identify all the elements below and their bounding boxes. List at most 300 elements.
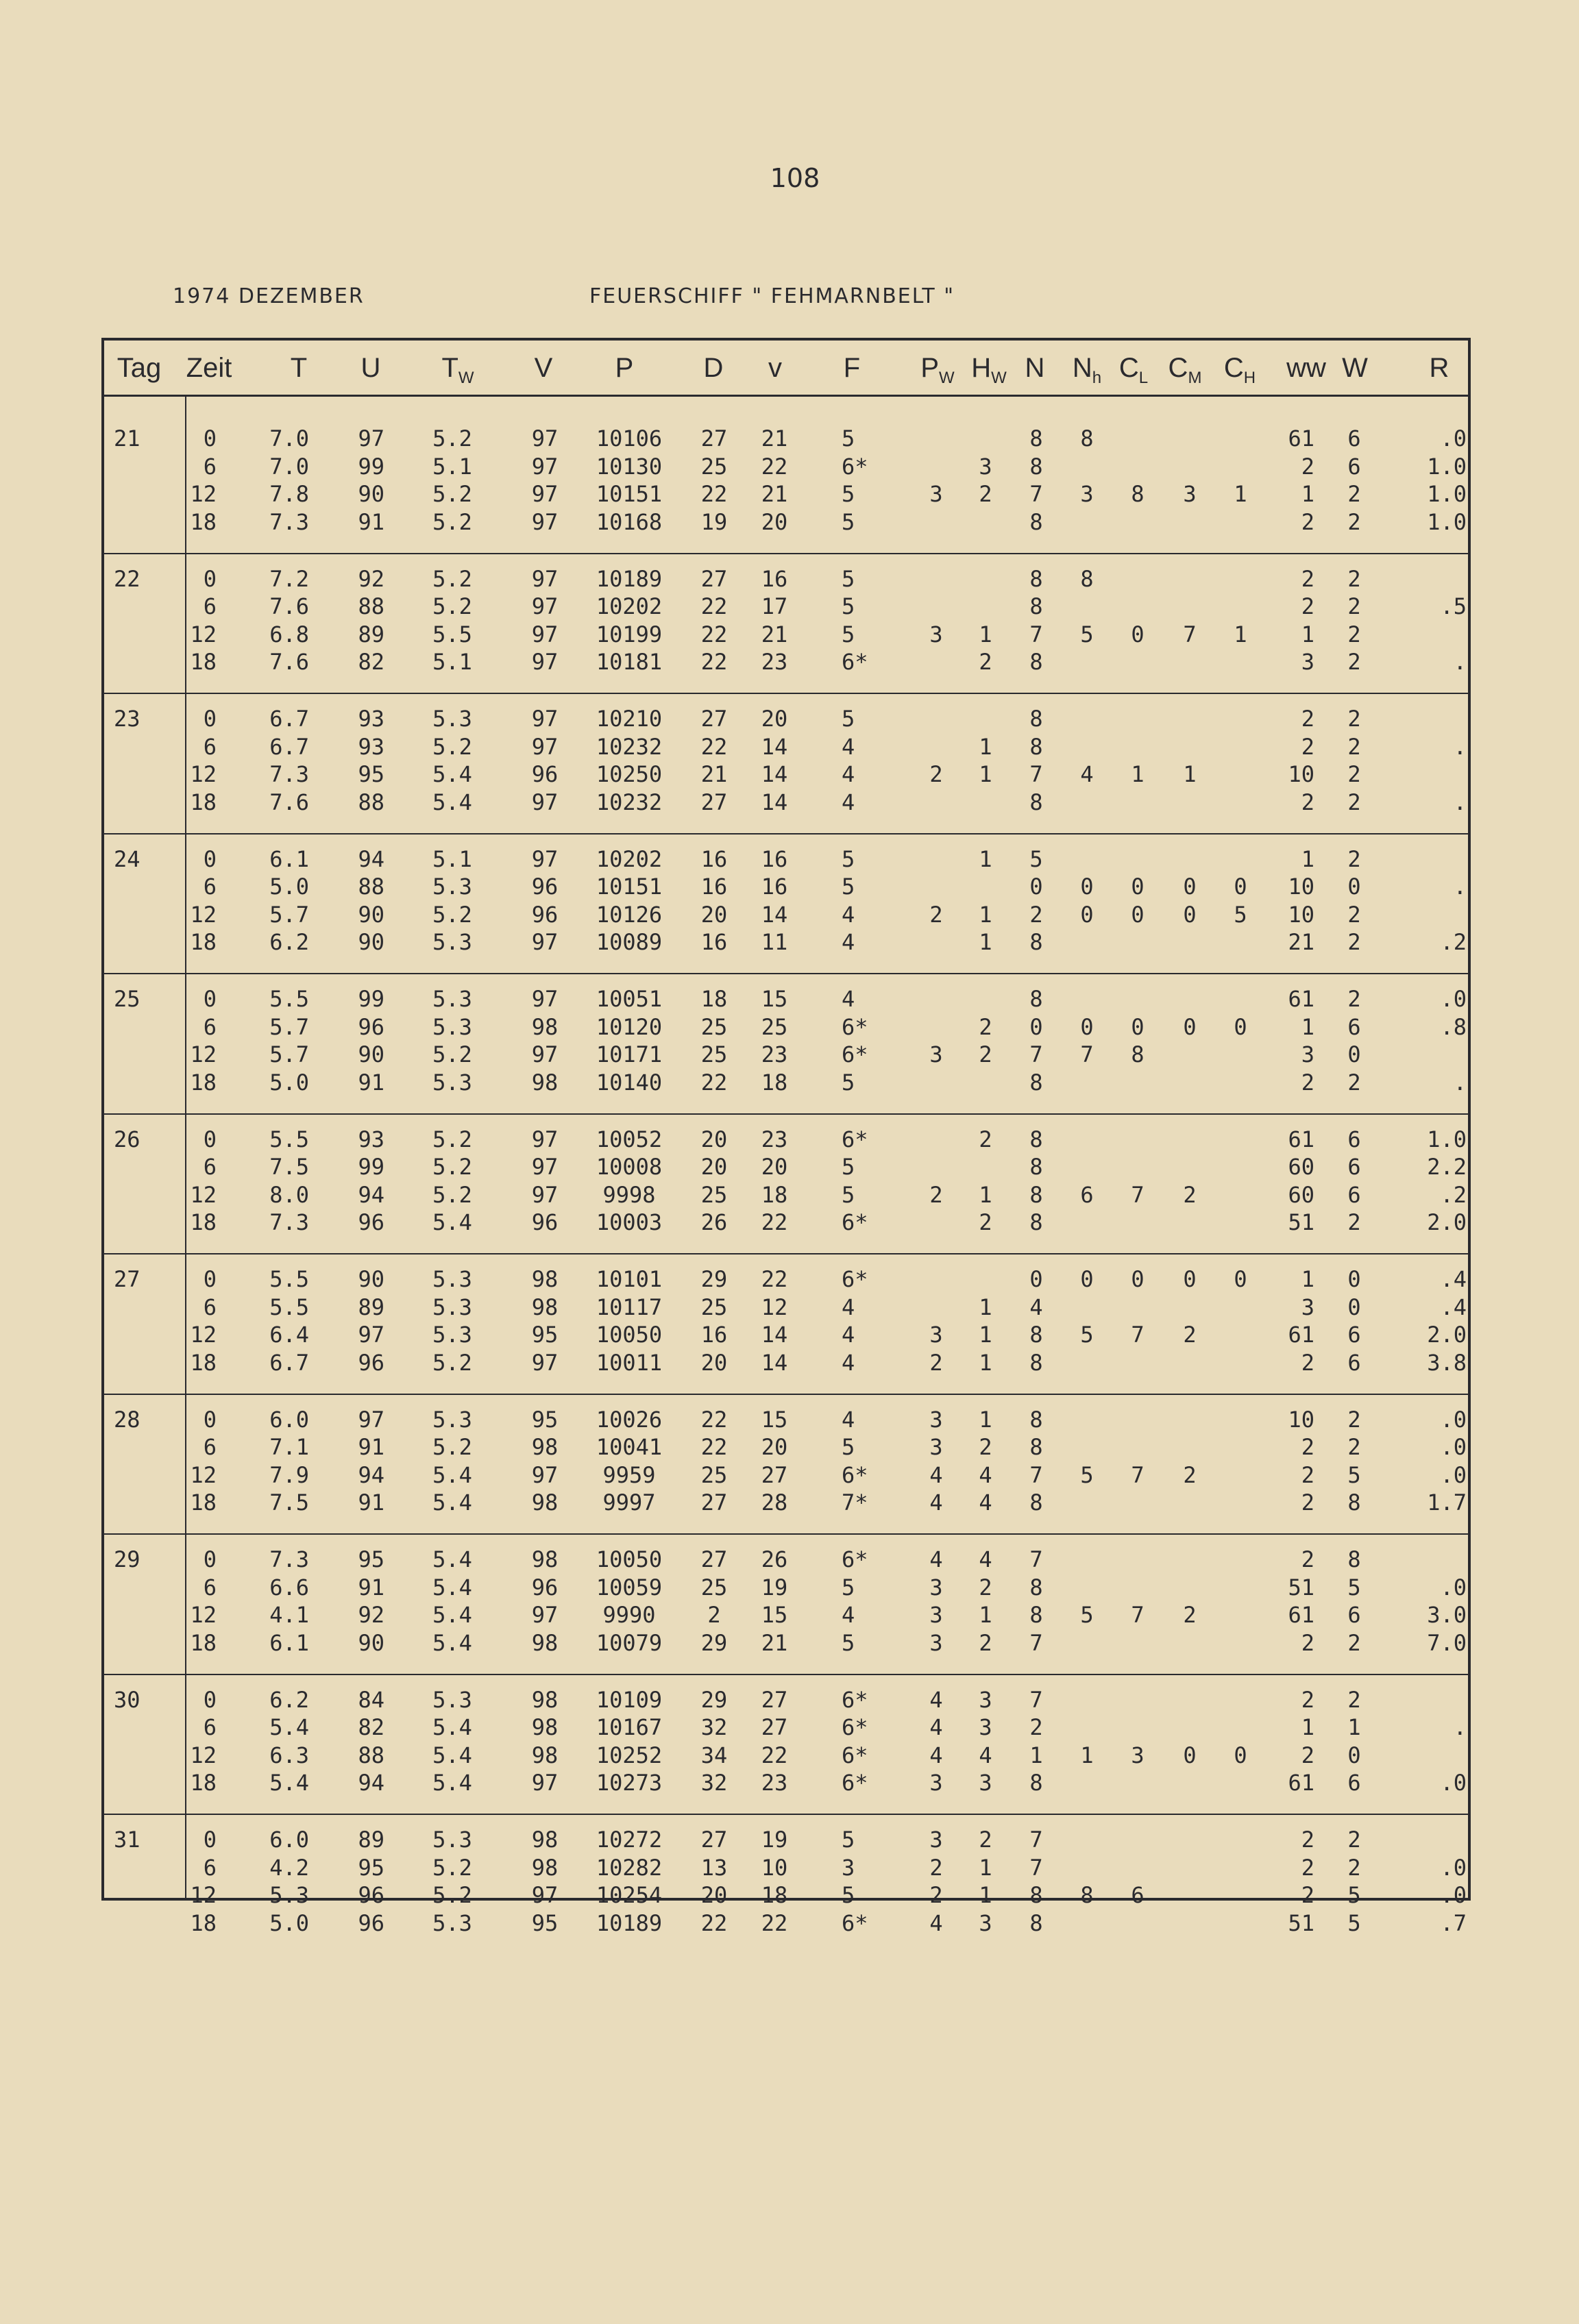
table-cell: 23 [761, 1126, 788, 1152]
table-cell: 5.3 [432, 1069, 472, 1096]
table-cell: 25 [761, 1013, 788, 1040]
table-cell: 0 [1080, 1013, 1094, 1040]
table-cell: 6 [1347, 425, 1361, 452]
table-cell: 5 [842, 1629, 855, 1656]
table-cell: 7 [1029, 1041, 1043, 1067]
table-cell: .0 [1440, 1434, 1467, 1460]
table-cell: 4 [979, 1489, 992, 1516]
table-cell: 18 [190, 1209, 217, 1235]
table-cell: 94 [358, 845, 384, 872]
column-header: $C_L$ [1118, 353, 1149, 387]
table-cell: 2 [1301, 1742, 1314, 1768]
table-cell: 12 [190, 481, 217, 507]
table-cell: 2 [1347, 1406, 1361, 1433]
table-cell: 10232 [596, 789, 663, 815]
table-cell: 0 [203, 986, 217, 1012]
table-cell: 2 [1347, 1629, 1361, 1656]
table-cell: 5 [842, 481, 855, 507]
table-cell: 27 [700, 565, 728, 592]
day-separator [104, 1253, 1468, 1254]
table-cell: 27 [761, 1686, 788, 1713]
table-cell: 10106 [596, 425, 663, 452]
table-cell: 97 [531, 1181, 559, 1208]
column-header: R [1429, 353, 1449, 383]
table-cell: 2 [1183, 1461, 1197, 1488]
table-cell: 8.0 [269, 1181, 309, 1208]
table-cell: 61 [1288, 1602, 1314, 1628]
table-cell: 11 [761, 929, 788, 955]
table-cell: 6 [1347, 453, 1361, 480]
table-cell: 1 [979, 901, 992, 928]
table-cell: 96 [358, 1349, 384, 1376]
table-cell: 22 [700, 1069, 728, 1096]
table-cell: 25 [700, 1574, 728, 1600]
table-cell: 18 [190, 929, 217, 955]
table-cell: .0 [1440, 986, 1467, 1012]
table-cell: 2 [1301, 1349, 1314, 1376]
table-cell: 22 [700, 593, 728, 619]
table-cell: 4 [842, 1406, 855, 1433]
table-cell: 5 [842, 1827, 855, 1853]
table-cell: 16 [761, 565, 788, 592]
column-header: ww [1286, 353, 1326, 383]
column-header: W [1342, 353, 1368, 383]
table-cell: 3.8 [1427, 1349, 1467, 1376]
table-cell: 2 [1183, 1322, 1197, 1348]
table-cell: 7 [1080, 1041, 1094, 1067]
table-cell: 97 [531, 1461, 559, 1488]
table-cell: 99 [358, 453, 384, 480]
table-cell: 1 [1301, 1714, 1314, 1740]
table-cell: 5 [842, 593, 855, 619]
table-cell: 97 [531, 929, 559, 955]
table-cell: 5 [1347, 1574, 1361, 1600]
table-cell: 2 [929, 1181, 943, 1208]
table-cell: 6 [203, 1434, 217, 1460]
table-cell: 25 [700, 1461, 728, 1488]
table-cell: 10272 [596, 1827, 663, 1853]
table-cell: 7.3 [269, 1546, 309, 1572]
table-cell: 4 [979, 1742, 992, 1768]
table-cell: 97 [358, 425, 384, 452]
day-label: 21 [114, 425, 140, 452]
table-cell: 2 [1301, 1069, 1314, 1096]
table-cell: .0 [1440, 1461, 1467, 1488]
table-cell: 2 [1347, 761, 1361, 787]
table-cell: 20 [761, 1434, 788, 1460]
table-cell: 98 [531, 1742, 559, 1768]
table-cell: 6 [1347, 1181, 1361, 1208]
table-cell: 32 [700, 1714, 728, 1740]
table-cell: 97 [531, 649, 559, 675]
table-cell: 96 [531, 1209, 559, 1235]
table-cell: 5.2 [432, 425, 472, 452]
table-cell: 61 [1288, 1770, 1314, 1796]
table-cell: 8 [1029, 789, 1043, 815]
table-cell: 0 [1183, 874, 1197, 900]
table-cell: 5.4 [432, 1602, 472, 1628]
table-cell: 18 [190, 1770, 217, 1796]
table-cell: 23 [761, 649, 788, 675]
table-cell: 1 [1301, 845, 1314, 872]
table-cell: 19 [761, 1827, 788, 1853]
table-cell: 27 [700, 1827, 728, 1853]
table-cell: 16 [761, 845, 788, 872]
table-cell: 8 [1029, 593, 1043, 619]
table-cell: 2 [929, 901, 943, 928]
table-cell: 2 [979, 1209, 992, 1235]
table-cell: 97 [531, 593, 559, 619]
table-cell: 10202 [596, 845, 663, 872]
table-cell: 5 [1080, 1602, 1094, 1628]
table-cell: 4 [929, 1489, 943, 1516]
table-cell: 8 [1029, 986, 1043, 1012]
table-cell: 5.3 [432, 1322, 472, 1348]
table-cell: 2.0 [1427, 1322, 1467, 1348]
table-cell: 10130 [596, 453, 663, 480]
table-cell: . [1453, 789, 1467, 815]
table-cell: 6.0 [269, 1827, 309, 1853]
table-cell: 98 [531, 1714, 559, 1740]
table-cell: 12 [190, 1041, 217, 1067]
day-separator [104, 973, 1468, 974]
table-cell: 0 [1347, 1742, 1361, 1768]
table-cell: 7.3 [269, 761, 309, 787]
table-cell: 91 [358, 1574, 384, 1600]
table-cell: 29 [700, 1629, 728, 1656]
table-cell: 21 [761, 1629, 788, 1656]
table-cell: 5.0 [269, 1909, 309, 1936]
header-date: 1974 DEZEMBER [173, 284, 365, 308]
table-cell: 5.2 [432, 565, 472, 592]
table-cell: 97 [531, 789, 559, 815]
table-cell: 26 [761, 1546, 788, 1572]
table-cell: 0 [1131, 1266, 1145, 1292]
table-cell: 3 [929, 1434, 943, 1460]
table-cell: 3 [1080, 481, 1094, 507]
table-cell: 7.3 [269, 508, 309, 535]
table-cell: 1 [1029, 1742, 1043, 1768]
table-cell: 10011 [596, 1349, 663, 1376]
table-cell: 2 [1347, 565, 1361, 592]
table-cell: 98 [531, 1266, 559, 1292]
table-cell: 5 [1080, 621, 1094, 647]
table-cell: 2 [1347, 789, 1361, 815]
table-cell: 5.4 [432, 1461, 472, 1488]
table-cell: 88 [358, 789, 384, 815]
table-cell: 20 [700, 1126, 728, 1152]
table-cell: 3 [929, 481, 943, 507]
table-cell: 5.7 [269, 901, 309, 928]
table-cell: 12 [190, 1602, 217, 1628]
table-cell: 10126 [596, 901, 663, 928]
table-cell: 5 [1029, 845, 1043, 872]
table-cell: 4 [929, 1461, 943, 1488]
table-cell: 89 [358, 1827, 384, 1853]
table-cell: 97 [531, 1882, 559, 1908]
table-cell: 12 [761, 1294, 788, 1320]
table-cell: 5.4 [432, 1770, 472, 1796]
table-cell: 0 [1347, 1294, 1361, 1320]
table-cell: 6* [842, 1770, 868, 1796]
day-label: 22 [114, 565, 140, 592]
table-cell: 0 [1080, 874, 1094, 900]
table-cell: 6 [1347, 1770, 1361, 1796]
table-cell: 8 [1029, 649, 1043, 675]
table-cell: 23 [761, 1041, 788, 1067]
table-cell: 6 [203, 593, 217, 619]
table-cell: 4 [842, 1294, 855, 1320]
table-cell: 32 [700, 1770, 728, 1796]
table-cell: 8 [1029, 1322, 1043, 1348]
table-cell: 7 [1029, 1629, 1043, 1656]
table-cell: 95 [531, 1322, 559, 1348]
table-cell: . [1453, 1069, 1467, 1096]
table-cell: 6 [1131, 1882, 1145, 1908]
table-cell: 18 [190, 1489, 217, 1516]
table-cell: 1.0 [1427, 453, 1467, 480]
table-cell: 98 [531, 1434, 559, 1460]
table-cell: 5.4 [432, 761, 472, 787]
table-cell: 5.3 [432, 1266, 472, 1292]
table-cell: 6* [842, 453, 868, 480]
table-cell: 18 [190, 1349, 217, 1376]
table-cell: 4 [1080, 761, 1094, 787]
table-cell: 88 [358, 593, 384, 619]
day-label: 30 [114, 1686, 140, 1713]
table-cell: 1 [979, 1294, 992, 1320]
table-cell: 10171 [596, 1041, 663, 1067]
table-cell: 22 [761, 1742, 788, 1768]
table-cell: 0 [203, 425, 217, 452]
table-cell: 12 [190, 1882, 217, 1908]
table-cell: 94 [358, 1770, 384, 1796]
table-cell: 93 [358, 1126, 384, 1152]
table-cell: 4 [842, 986, 855, 1012]
table-cell: 10151 [596, 481, 663, 507]
column-headers [104, 341, 1468, 397]
table-cell: 3 [1183, 481, 1197, 507]
table-cell: 18 [190, 508, 217, 535]
table-cell: 2 [1347, 1434, 1361, 1460]
table-cell: 61 [1288, 1126, 1314, 1152]
table-cell: 27 [700, 789, 728, 815]
table-cell: 20 [761, 706, 788, 732]
table-cell: 2 [1301, 1434, 1314, 1460]
table-cell: 98 [531, 1489, 559, 1516]
table-cell: 7 [1131, 1322, 1145, 1348]
table-cell: 5 [842, 1574, 855, 1600]
table-cell: 10232 [596, 733, 663, 760]
table-cell: 5.2 [432, 1349, 472, 1376]
table-cell: 20 [761, 1154, 788, 1180]
table-cell: 10140 [596, 1069, 663, 1096]
table-cell: 2 [979, 1041, 992, 1067]
table-cell: 2 [1347, 508, 1361, 535]
table-cell: 91 [358, 508, 384, 535]
table-cell: 2 [1301, 706, 1314, 732]
table-cell: 97 [531, 481, 559, 507]
table-cell: 0 [1234, 1266, 1247, 1292]
table-cell: 13 [700, 1854, 728, 1881]
table-cell: 4 [842, 789, 855, 815]
table-cell: 10050 [596, 1546, 663, 1572]
table-cell: 22 [761, 1909, 788, 1936]
table-cell: 6* [842, 1461, 868, 1488]
table-cell: .0 [1440, 1406, 1467, 1433]
day-label: 29 [114, 1546, 140, 1572]
table-cell: 1 [979, 845, 992, 872]
table-cell: 7.0 [1427, 1629, 1467, 1656]
table-cell: 6 [203, 453, 217, 480]
table-cell: 1.0 [1427, 508, 1467, 535]
table-cell: 21 [700, 761, 728, 787]
table-cell: 1.0 [1427, 1126, 1467, 1152]
table-cell: 6.0 [269, 1406, 309, 1433]
table-cell: 88 [358, 1742, 384, 1768]
table-cell: 1 [979, 1882, 992, 1908]
table-cell: 1 [1301, 1266, 1314, 1292]
table-cell: 2.0 [1427, 1209, 1467, 1235]
table-cell: 97 [531, 845, 559, 872]
table-cell: 10120 [596, 1013, 663, 1040]
table-cell: .8 [1440, 1013, 1467, 1040]
column-header: P [615, 353, 634, 383]
table-cell: 2 [1347, 845, 1361, 872]
table-cell: 5.2 [432, 593, 472, 619]
table-cell: 5 [842, 565, 855, 592]
table-cell: 97 [531, 453, 559, 480]
table-cell: 18 [190, 789, 217, 815]
table-cell: 18 [190, 1909, 217, 1936]
column-header: N [1025, 353, 1045, 383]
table-cell: 15 [761, 986, 788, 1012]
table-cell: 8 [1080, 1882, 1094, 1908]
table-cell: 6 [203, 1013, 217, 1040]
table-cell: 18 [190, 1069, 217, 1096]
table-cell: 2 [1029, 1714, 1043, 1740]
table-cell: 4 [979, 1546, 992, 1572]
table-cell: 4 [842, 761, 855, 787]
table-cell: 10254 [596, 1882, 663, 1908]
table-cell: 4 [929, 1686, 943, 1713]
table-cell: 0 [1183, 1742, 1197, 1768]
table-cell: 22 [700, 733, 728, 760]
table-cell: 22 [700, 1909, 728, 1936]
table-cell: 21 [1288, 929, 1314, 955]
table-cell: 3 [929, 1041, 943, 1067]
day-separator [104, 1533, 1468, 1535]
table-cell: 2 [1347, 986, 1361, 1012]
table-cell: 3 [979, 1909, 992, 1936]
table-cell: 27 [700, 425, 728, 452]
table-cell: 3 [929, 1574, 943, 1600]
table-cell: 5 [842, 874, 855, 900]
table-cell: 7.3 [269, 1209, 309, 1235]
table-cell: 95 [531, 1406, 559, 1433]
table-cell: 3 [1301, 649, 1314, 675]
table-cell: 4 [929, 1742, 943, 1768]
table-cell: 98 [531, 1686, 559, 1713]
table-cell: 7.5 [269, 1154, 309, 1180]
table-cell: 6.7 [269, 1349, 309, 1376]
table-cell: 98 [531, 1629, 559, 1656]
column-header: $C_M$ [1168, 353, 1202, 387]
table-cell: 3 [929, 1827, 943, 1853]
table-cell: 2 [1301, 508, 1314, 535]
table-cell: 6 [203, 874, 217, 900]
table-cell: 2 [1347, 621, 1361, 647]
day-label: 23 [114, 706, 140, 732]
table-cell: 27 [700, 706, 728, 732]
table-cell: 16 [761, 874, 788, 900]
table-cell: 95 [358, 1546, 384, 1572]
table-cell: 2 [979, 649, 992, 675]
table-cell: 7.6 [269, 649, 309, 675]
table-cell: 8 [1029, 565, 1043, 592]
table-cell: 7 [1029, 1854, 1043, 1881]
table-cell: . [1453, 1714, 1467, 1740]
table-cell: 7.5 [269, 1489, 309, 1516]
table-cell: 4 [929, 1909, 943, 1936]
day-label: 24 [114, 845, 140, 872]
table-cell: 2 [979, 1574, 992, 1600]
table-cell: 51 [1288, 1574, 1314, 1600]
table-cell: 14 [761, 901, 788, 928]
table-cell: 3 [979, 1686, 992, 1713]
table-cell: 10189 [596, 1909, 663, 1936]
table-cell: 10 [1288, 1406, 1314, 1433]
table-cell: 6* [842, 1909, 868, 1936]
table-cell: 7 [1131, 1181, 1145, 1208]
table-cell: 10003 [596, 1209, 663, 1235]
table-cell: 7* [842, 1489, 868, 1516]
table-cell: 2 [1347, 929, 1361, 955]
table-cell: 3 [1301, 1294, 1314, 1320]
table-cell: 6 [203, 733, 217, 760]
table-cell: 22 [700, 1406, 728, 1433]
table-cell: 10199 [596, 621, 663, 647]
table-cell: 10273 [596, 1770, 663, 1796]
table-cell: 61 [1288, 986, 1314, 1012]
table-cell: 12 [190, 1322, 217, 1348]
table-cell: 0 [1131, 874, 1145, 900]
table-cell: 7.0 [269, 425, 309, 452]
table-cell: 2 [979, 1827, 992, 1853]
table-cell: 2 [979, 1013, 992, 1040]
table-cell: 12 [190, 901, 217, 928]
table-cell: 7.9 [269, 1461, 309, 1488]
table-cell: 1 [1301, 481, 1314, 507]
column-header: $C_H$ [1223, 353, 1256, 387]
table-cell: 10089 [596, 929, 663, 955]
table-cell: 10026 [596, 1406, 663, 1433]
table-cell: 5.4 [432, 789, 472, 815]
table-cell: 95 [358, 761, 384, 787]
table-cell: 5.4 [432, 1629, 472, 1656]
table-cell: 0 [1347, 874, 1361, 900]
table-cell: 1 [1347, 1714, 1361, 1740]
table-cell: 10168 [596, 508, 663, 535]
table-cell: 51 [1288, 1209, 1314, 1235]
table-cell: 10 [761, 1854, 788, 1881]
table-cell: 3 [1131, 1742, 1145, 1768]
table-cell: 5.1 [432, 453, 472, 480]
table-cell: 5.4 [269, 1714, 309, 1740]
table-cell: 7 [1131, 1461, 1145, 1488]
table-cell: 90 [358, 1266, 384, 1292]
table-cell: 18 [700, 986, 728, 1012]
